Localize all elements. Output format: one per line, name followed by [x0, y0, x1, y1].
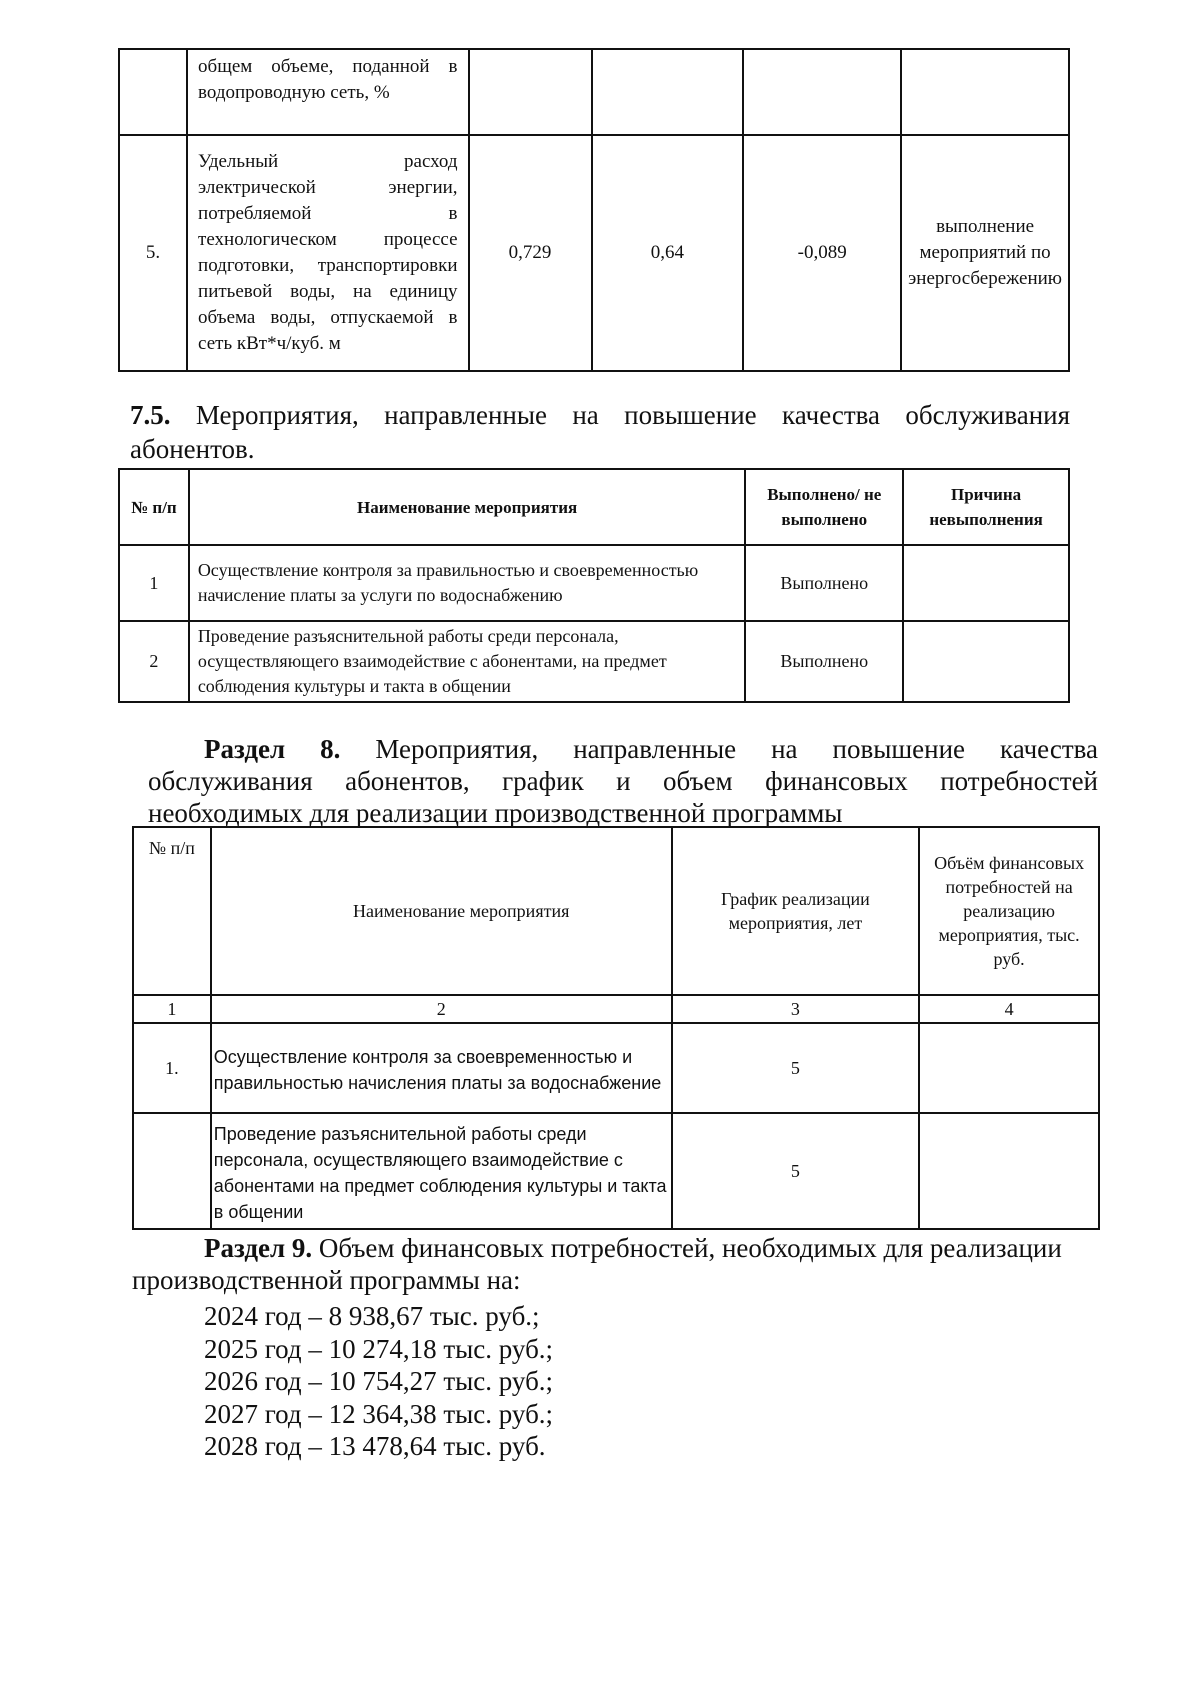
list-item: 2027 год – 12 364,38 тыс. руб.;: [204, 1398, 554, 1429]
table-row: [133, 1113, 1099, 1229]
row-number-cell: 5.: [119, 135, 187, 371]
status-cell: Выполнено: [745, 545, 903, 621]
column-header-volume: Объём финансовых потребностей на реализацию мероприятия, тыс. руб.: [919, 827, 1099, 995]
reason-cell: выполнение мероприятий по энергосбережению: [901, 135, 1069, 371]
table-header-row: [133, 827, 1099, 995]
activity-name-cell: Осуществление контроля за своевременностью и правильностью начисления платы за водоснабжение: [211, 1023, 672, 1113]
financial-needs-table: [132, 826, 1100, 1230]
list-item: 2026 год – 10 754,27 тыс. руб.;: [204, 1366, 554, 1396]
volume-cell: [919, 1023, 1099, 1113]
column-header-name: Наименование мероприятия: [211, 827, 672, 995]
column-header-schedule: График реализации мероприятия, лет: [672, 827, 920, 995]
column-number-row: [133, 995, 1099, 1023]
section-9-heading: [132, 1232, 1100, 1296]
section-label: Раздел 9.: [204, 1233, 313, 1263]
column-number: 4: [919, 995, 1099, 1023]
column-header-num: № п/п: [119, 469, 189, 545]
section-title: Объем финансовых потребностей, необходимых для реализации производственной программы на:: [132, 1233, 1062, 1295]
schedule-cell: 5: [672, 1113, 920, 1229]
column-header-status: Выполнено/ не выполнено: [745, 469, 903, 545]
value-cell: 0,64: [592, 135, 744, 371]
activity-name-cell: Проведение разъяснительной работы среди персонала, осуществляющего взаимодействие с абонентами, на предмет соблюдения культуры и такта в общении: [189, 621, 746, 702]
yearly-financial-list: [204, 1300, 553, 1463]
table-row: [119, 49, 1069, 135]
table-row: [119, 545, 1069, 621]
service-quality-table: [118, 468, 1070, 703]
reason-cell: [901, 49, 1069, 135]
table-row: [119, 135, 1069, 371]
table-row: [133, 1023, 1099, 1113]
column-number: 2: [211, 995, 672, 1023]
column-header-name: Наименование мероприятия: [189, 469, 746, 545]
row-number-cell: [133, 1113, 211, 1229]
row-number-cell: 2: [119, 621, 189, 702]
value-cell: [743, 49, 901, 135]
indicator-name-cell: Удельный расход электрической энергии, потребляемой в технологическом процессе подготовки, транспортировки питьевой воды, на единицу объема воды, отпускаемой в сеть кВт*ч/куб. м: [187, 135, 468, 371]
value-cell: -0,089: [743, 135, 901, 371]
table-row: [119, 621, 1069, 702]
list-item: 2025 год – 10 274,18 тыс. руб.;: [204, 1333, 554, 1364]
indicators-table: [118, 48, 1070, 372]
status-cell: Выполнено: [745, 621, 903, 702]
section-label: Раздел 8.: [204, 734, 341, 764]
activity-name-cell: Проведение разъяснительной работы среди персонала, осуществляющего взаимодействие с абонентами на предмет соблюдения культуры и такта в общении: [211, 1113, 672, 1229]
list-item: 2024 год – 8 938,67 тыс. руб.;: [204, 1301, 540, 1331]
reason-cell: [903, 545, 1069, 621]
row-number-cell: [119, 49, 187, 135]
list-item: 2028 год – 13 478,64 тыс. руб.: [204, 1431, 546, 1461]
value-cell: [469, 49, 592, 135]
table-header-row: [119, 469, 1069, 545]
section-title: Мероприятия, направленные на повышение качества обслуживания абонентов, график и объем финансовых потребностей необходимых для реализации производственной программы: [148, 734, 1098, 828]
indicator-name-cell: общем объеме, поданной в водопроводную сеть, %: [187, 49, 468, 135]
section-title: Мероприятия, направленные на повышение качества обслуживания абонентов.: [130, 400, 1071, 464]
column-number: 1: [133, 995, 211, 1023]
column-number: 3: [672, 995, 920, 1023]
volume-cell: [919, 1113, 1099, 1229]
reason-cell: [903, 621, 1069, 702]
section-number: 7.5.: [130, 400, 171, 430]
column-header-reason: Причина невыполнения: [903, 469, 1069, 545]
row-number-cell: 1.: [133, 1023, 211, 1113]
section-7-5-heading: [130, 398, 1070, 466]
column-header-num: № п/п: [133, 827, 211, 995]
value-cell: [592, 49, 744, 135]
activity-name-cell: Осуществление контроля за правильностью и своевременностью начисление платы за услуги по водоснабжению: [189, 545, 746, 621]
section-8-heading: [148, 733, 1098, 829]
schedule-cell: 5: [672, 1023, 920, 1113]
value-cell: 0,729: [469, 135, 592, 371]
row-number-cell: 1: [119, 545, 189, 621]
